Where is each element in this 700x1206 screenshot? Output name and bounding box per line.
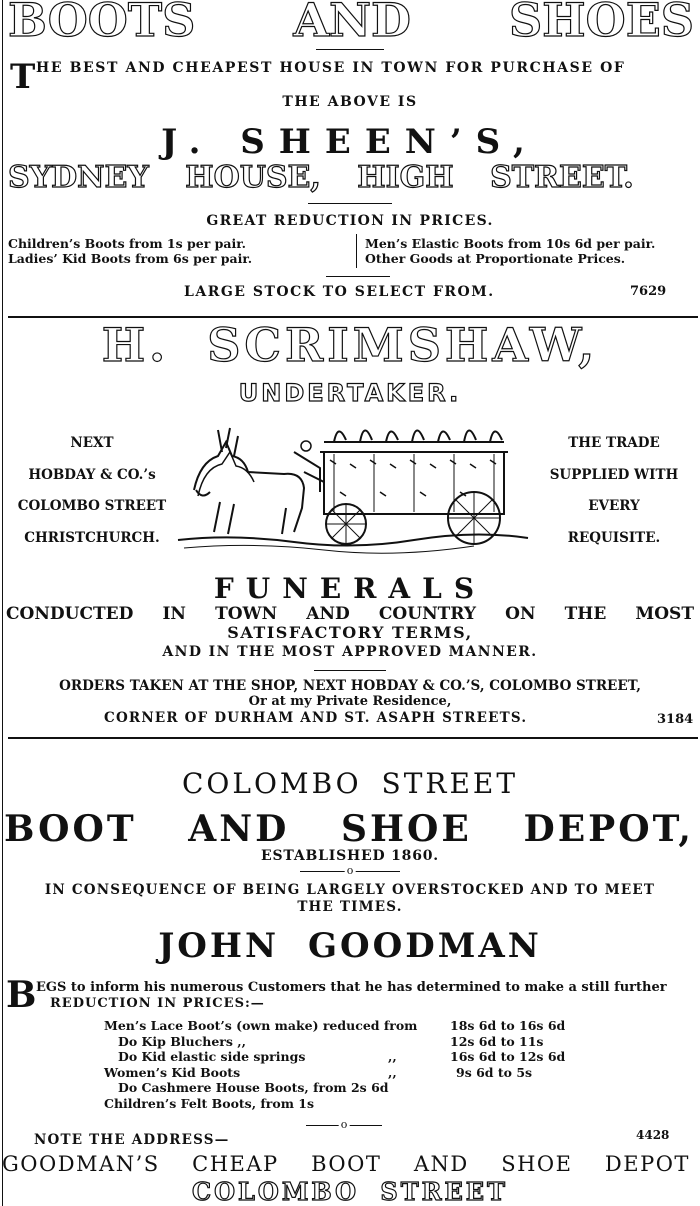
price-row bbox=[104, 1065, 624, 1081]
price-value: 18s 6d to 16s 6d bbox=[450, 1018, 566, 1033]
word: IN bbox=[162, 604, 186, 624]
word: COUNTRY bbox=[378, 604, 477, 624]
established-line: ESTABLISHED 1860. bbox=[261, 848, 439, 864]
begs-paragraph bbox=[6, 974, 696, 1016]
footer-word: DEPOT bbox=[604, 1152, 690, 1176]
intro-line: THE ABOVE IS bbox=[282, 94, 418, 110]
address-line: CHRISTCHURCH. bbox=[24, 529, 160, 546]
ad-separator bbox=[8, 737, 698, 739]
headline-word: SHOES bbox=[508, 0, 694, 47]
price-line: Ladies’ Kid Boots from 6s per pair. bbox=[8, 251, 253, 266]
ditto-mark: ,, bbox=[388, 1064, 397, 1080]
sheen-name: J. SHEEN’S, bbox=[161, 122, 539, 162]
address-block-left bbox=[0, 428, 184, 554]
ornament-symbol: o bbox=[346, 864, 354, 877]
trade-line: THE TRADE bbox=[568, 435, 660, 451]
price-line: Other Goods at Proportionate Prices. bbox=[365, 251, 626, 266]
trade-line: EVERY bbox=[588, 498, 640, 514]
price-column-left bbox=[8, 236, 252, 266]
price-column-right bbox=[365, 236, 655, 266]
ornament-divider bbox=[300, 864, 400, 877]
address-line: COLOMBO STREET bbox=[17, 498, 167, 514]
price-item: Do Kip Bluchers ,, bbox=[118, 1033, 246, 1049]
divider-rule bbox=[308, 203, 392, 204]
orders-line: CORNER OF DURHAM AND ST. ASAPH STREETS. bbox=[104, 710, 528, 726]
price-item: Do Cashmere House Boots, from 2s 6d bbox=[118, 1080, 389, 1095]
price-row bbox=[104, 1080, 624, 1096]
orders-line: Or at my Private Residence, bbox=[248, 694, 452, 709]
divider-rule bbox=[326, 276, 390, 277]
heading-word: SHOE bbox=[341, 808, 472, 850]
column-divider bbox=[356, 234, 357, 268]
price-line: Men’s Elastic Boots from 10s 6d per pair. bbox=[365, 236, 656, 251]
price-line: Children’s Boots from 1s per pair. bbox=[8, 236, 247, 251]
price-item: Do Kid elastic side springs bbox=[118, 1049, 306, 1064]
heading-word: AND bbox=[188, 808, 290, 850]
footer-word: SHOE bbox=[501, 1152, 573, 1176]
consequence-line: IN CONSEQUENCE OF BEING LARGELY OVERSTOCKED AND TO MEET bbox=[44, 882, 656, 898]
terms-line: SATISFACTORY TERMS, bbox=[227, 623, 473, 642]
heading-word: BOOT bbox=[4, 808, 137, 850]
reduction-heading: GREAT REDUCTION IN PRICES. bbox=[206, 213, 494, 229]
headline-word: AND bbox=[293, 0, 411, 47]
conducted-line bbox=[6, 604, 694, 624]
scrimshaw-name: H. SCRIMSHAW, bbox=[101, 318, 599, 372]
drop-capital: T bbox=[10, 57, 36, 97]
footer-word: CHEAP bbox=[192, 1152, 279, 1176]
begs-line: REDUCTION IN PRICES:— bbox=[50, 996, 265, 1011]
price-list bbox=[104, 1018, 624, 1111]
price-row bbox=[104, 1034, 624, 1050]
orders-line: ORDERS TAKEN AT THE SHOP, NEXT HOBDAY & CO.’S, COLOMBO STREET, bbox=[59, 678, 641, 694]
price-item: Men’s Lace Boot’s (own make) reduced from bbox=[104, 1018, 418, 1033]
divider-rule bbox=[314, 670, 386, 671]
word: THE bbox=[564, 604, 607, 624]
note-address: NOTE THE ADDRESS— bbox=[34, 1132, 230, 1148]
price-value: 9s 6d to 5s bbox=[456, 1064, 533, 1080]
price-value: 16s 6d to 12s 6d bbox=[450, 1049, 566, 1064]
trade-line: SUPPLIED WITH bbox=[549, 466, 679, 483]
ad-reference-number: 7629 bbox=[630, 284, 667, 299]
consequence-line: THE TIMES. bbox=[297, 899, 403, 915]
street-heading: COLOMBO STREET bbox=[181, 767, 519, 800]
ad-reference-number: 3184 bbox=[657, 712, 694, 727]
begs-line: EGS to inform his numerous Customers that he has determined to make a still further bbox=[36, 980, 667, 995]
trade-heading: UNDERTAKER. bbox=[238, 379, 462, 407]
sheen-intro bbox=[10, 56, 696, 97]
trade-line: REQUISITE. bbox=[567, 529, 661, 546]
depot-heading bbox=[4, 808, 694, 850]
funeral-hearse-illustration bbox=[174, 412, 532, 570]
price-row bbox=[104, 1096, 624, 1112]
word: TOWN bbox=[215, 604, 278, 624]
intro-line: HE BEST AND CHEAPEST HOUSE IN TOWN FOR PURCHASE OF bbox=[36, 60, 626, 76]
ad-reference-number: 4428 bbox=[636, 1128, 670, 1142]
price-item: Women’s Kid Boots bbox=[104, 1064, 241, 1080]
price-value: 12s 6d to 11s bbox=[450, 1033, 544, 1049]
word: ON bbox=[505, 604, 536, 624]
footer-word: BOOT bbox=[311, 1152, 382, 1176]
word: MOST bbox=[635, 604, 694, 624]
word: CONDUCTED bbox=[6, 604, 134, 624]
address-line: NEXT bbox=[70, 435, 114, 451]
footer-address-line bbox=[2, 1150, 690, 1178]
goodman-name: JOHN GOODMAN bbox=[158, 926, 542, 966]
word: AND bbox=[306, 604, 350, 624]
address-block-right bbox=[528, 428, 700, 554]
price-row bbox=[104, 1018, 624, 1034]
price-row bbox=[104, 1049, 624, 1065]
divider-rule bbox=[316, 49, 384, 50]
ornament-symbol: o bbox=[340, 1118, 348, 1131]
ornament-divider bbox=[306, 1118, 382, 1131]
price-item: Children’s Felt Boots, from 1s bbox=[104, 1095, 315, 1111]
drop-capital: B bbox=[6, 974, 37, 1016]
sheen-address: SYDNEY HOUSE, HIGH STREET. bbox=[8, 160, 634, 195]
footer-word: GOODMAN’S bbox=[2, 1152, 160, 1176]
ditto-mark: ,, bbox=[388, 1049, 397, 1064]
footer-word: AND bbox=[413, 1152, 469, 1176]
footer-street: COLOMBO STREET bbox=[192, 1177, 508, 1206]
headline-word: BOOTS bbox=[8, 0, 196, 47]
funerals-heading: FUNERALS bbox=[213, 572, 487, 605]
sheen-headline bbox=[8, 0, 694, 46]
heading-word: DEPOT, bbox=[523, 808, 694, 850]
manner-line: AND IN THE MOST APPROVED MANNER. bbox=[162, 644, 538, 660]
address-line: HOBDAY & CO.’s bbox=[28, 466, 156, 483]
stock-line: LARGE STOCK TO SELECT FROM. bbox=[184, 284, 495, 300]
